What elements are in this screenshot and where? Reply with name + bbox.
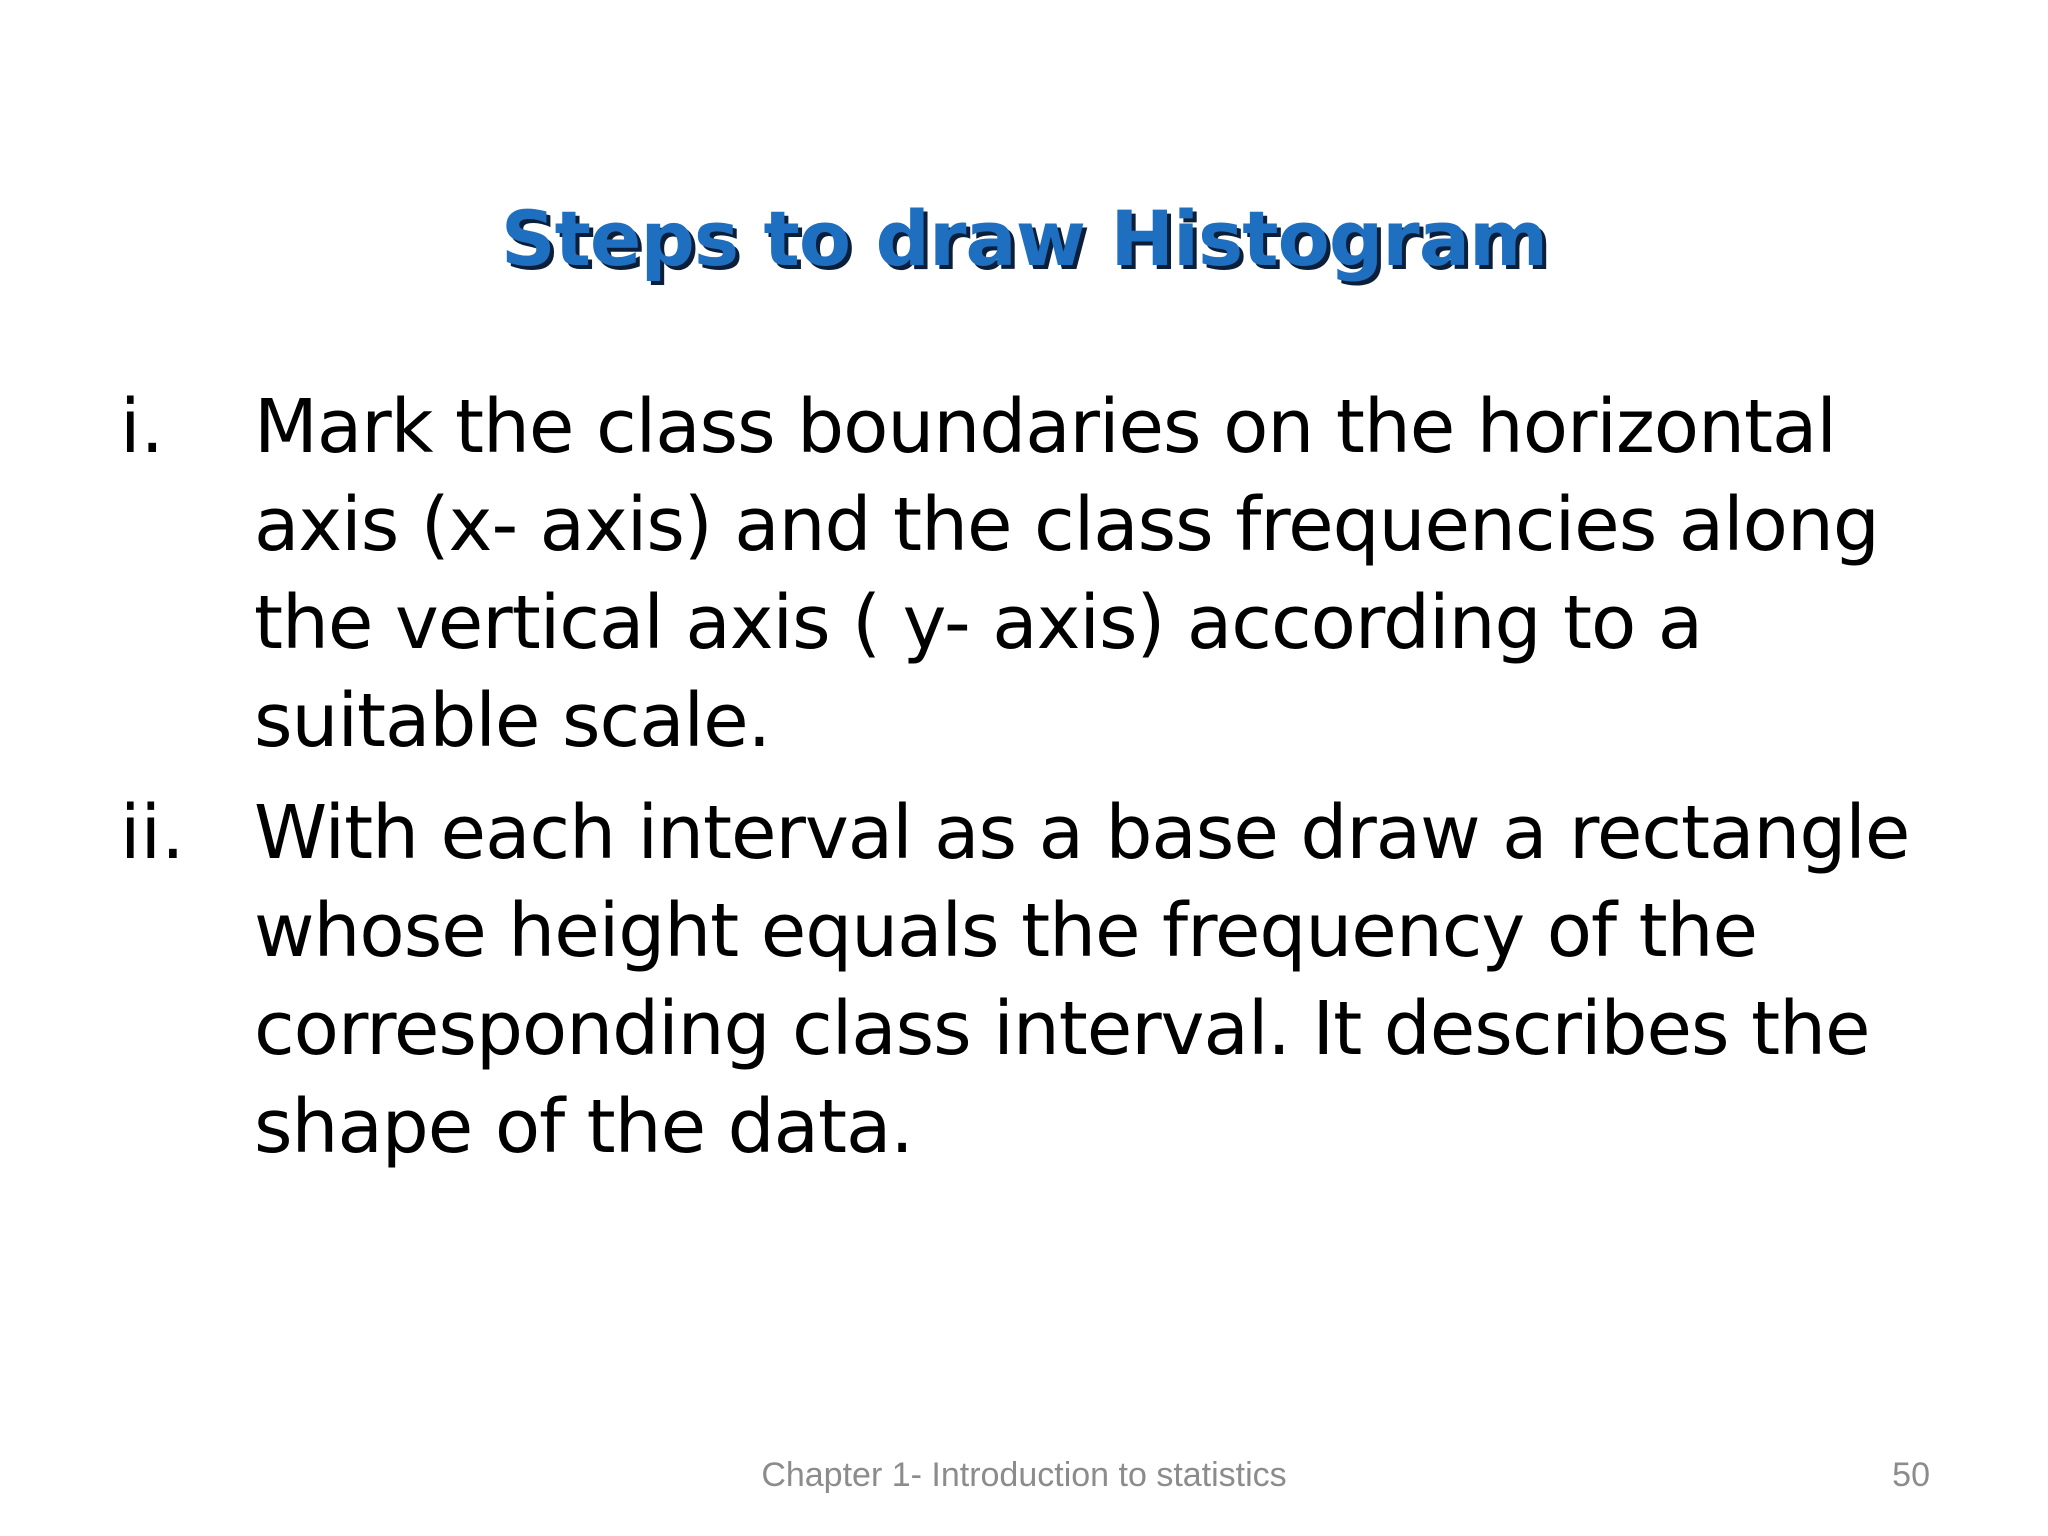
steps-list	[120, 378, 1950, 1190]
step-text: Mark the class boundaries on the horizontal axis (x- axis) and the class frequencies along the vertical axis ( y- axis) according to a suitable scale.	[254, 384, 1879, 764]
step-text: With each interval as a base draw a rectangle whose height equals the frequency of the corresponding class interval. It describes the shape of the data.	[254, 790, 1910, 1170]
footer-chapter-title: Chapter 1- Introduction to statistics	[761, 1456, 1287, 1494]
step-marker: i.	[120, 384, 165, 470]
page-number: 50	[1892, 1456, 1930, 1494]
slide-title: Steps to draw Histogram	[500, 193, 1548, 283]
step-item	[120, 378, 1950, 770]
step-item	[120, 784, 1950, 1176]
step-marker: ii.	[120, 790, 185, 876]
